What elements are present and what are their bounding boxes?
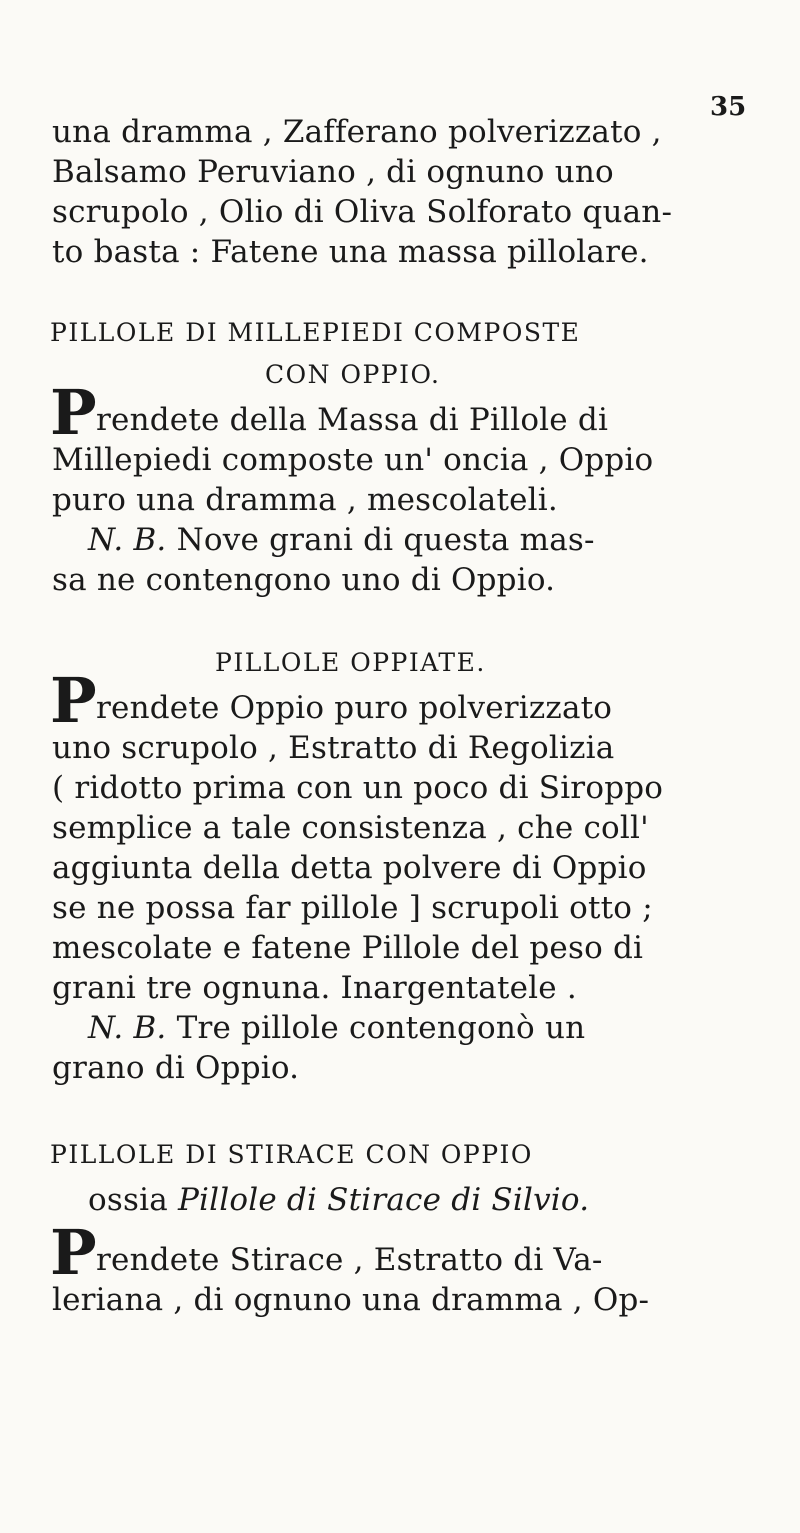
note-label: N. B. bbox=[88, 522, 167, 558]
text-line: se ne possa far pillole ] scrupoli otto ; bbox=[52, 890, 653, 926]
page-number: 35 bbox=[710, 92, 747, 122]
text-line: rendete Oppio puro polverizzato bbox=[96, 690, 613, 726]
text-line: Millepiedi composte un' oncia , Oppio bbox=[52, 442, 654, 478]
text-line: leriana , di ognuno una dramma , Op- bbox=[52, 1282, 650, 1318]
note-line bbox=[88, 1008, 800, 1048]
note-label: N. B. bbox=[88, 1010, 167, 1046]
text-line: aggiunta della detta polvere di Oppio bbox=[52, 850, 647, 886]
text-line: grano di Oppio. bbox=[52, 1050, 300, 1086]
section-heading: PILLOLE DI MILLEPIEDI COMPOSTE bbox=[50, 318, 581, 347]
subtitle-line bbox=[88, 1180, 800, 1220]
note-text: Tre pillole contengonò un bbox=[176, 1010, 586, 1046]
text-line: Balsamo Peruviano , di ognuno uno bbox=[52, 154, 614, 190]
drop-cap: P bbox=[50, 1216, 97, 1289]
text-line: to basta : Fatene una massa pillolare. bbox=[52, 234, 649, 270]
section-heading: CON OPPIO. bbox=[265, 360, 441, 389]
text-line: mescolate e fatene Pillole del peso di bbox=[52, 930, 644, 966]
text-line: puro una dramma , mescolateli. bbox=[52, 482, 558, 518]
note-text: Nove grani di questa mas- bbox=[176, 522, 595, 558]
section-heading: PILLOLE DI STIRACE CON OPPIO bbox=[50, 1140, 533, 1169]
text-line: grani tre ognuna. Inargentatele . bbox=[52, 970, 577, 1006]
text-line: sa ne contengono uno di Oppio. bbox=[52, 562, 556, 598]
note-line bbox=[88, 520, 800, 560]
text-line: uno scrupolo , Estratto di Regolizia bbox=[52, 730, 615, 766]
text-line: rendete della Massa di Pillole di bbox=[96, 402, 609, 438]
drop-cap: P bbox=[50, 376, 97, 449]
subtitle-italic: Pillole di Stirace di Silvio. bbox=[177, 1182, 590, 1218]
text-line: semplice a tale consistenza , che coll' bbox=[52, 810, 649, 846]
subtitle-prefix: ossia bbox=[88, 1182, 168, 1218]
text-line: scrupolo , Olio di Oliva Solforato quan- bbox=[52, 194, 673, 230]
section-heading: PILLOLE OPPIATE. bbox=[215, 648, 486, 677]
drop-cap: P bbox=[50, 664, 97, 737]
text-line: rendete Stirace , Estratto di Va- bbox=[96, 1242, 603, 1278]
text-line: una dramma , Zafferano polverizzato , bbox=[52, 114, 662, 150]
text-line: ( ridotto prima con un poco di Siroppo bbox=[52, 770, 664, 806]
